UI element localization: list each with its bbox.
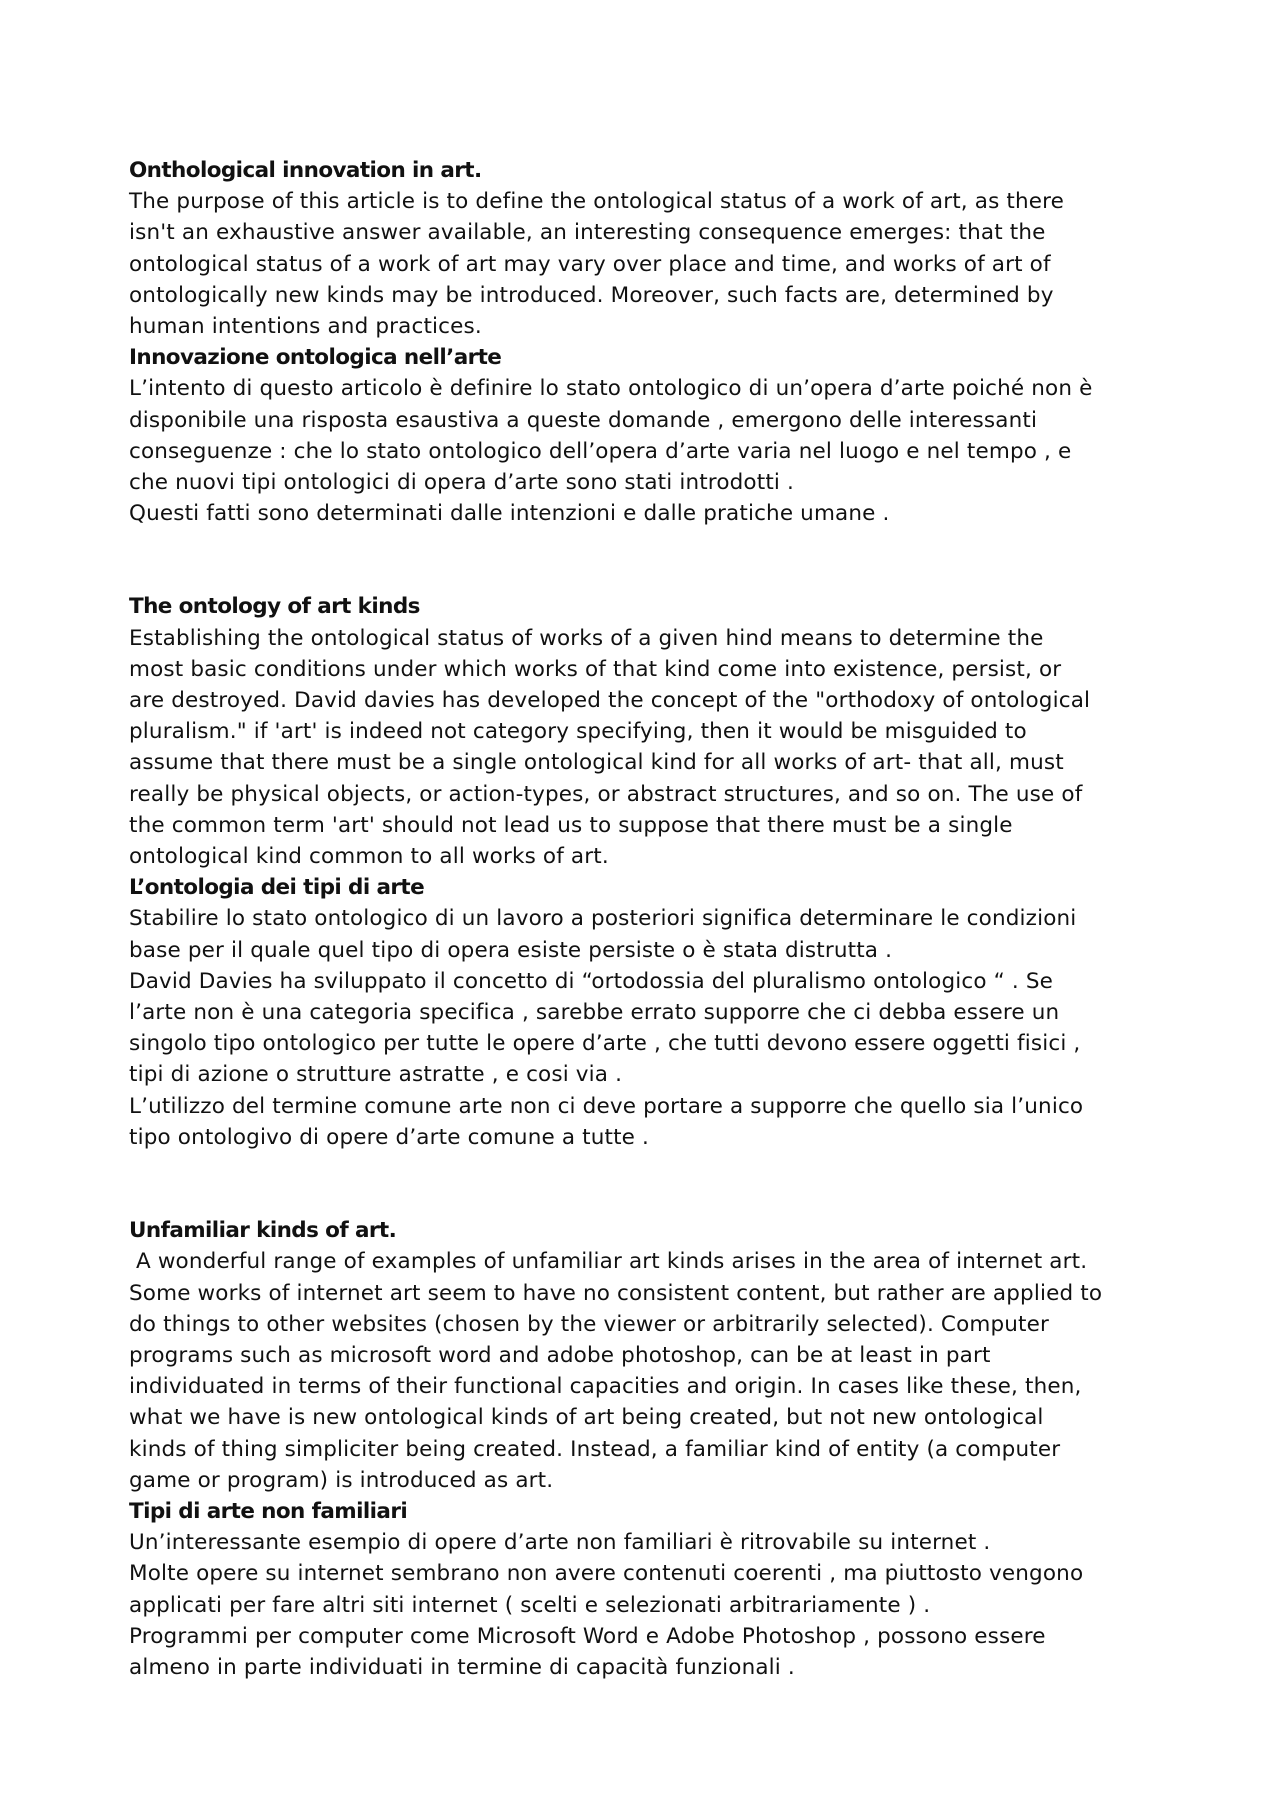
paragraph-line: individuated in terms of their functional capacities and origin. In cases like these, then, <box>129 1374 1082 1400</box>
section-spacer <box>129 529 1189 591</box>
paragraph-line: kinds of thing simpliciter being created. Instead, a familiar kind of entity (a computer <box>129 1436 1061 1462</box>
paragraph-line: game or program) is introduced as art. <box>129 1467 554 1493</box>
section-unfamiliar-kinds <box>129 1215 1189 1683</box>
paragraph-line: Molte opere su internet sembrano non avere contenuti coerenti , ma piuttosto vengono <box>129 1561 1084 1587</box>
paragraph-line: David Davies ha sviluppato il concetto di “ortodossia del pluralismo ontologico “ . Se <box>129 968 1054 994</box>
paragraph-line: l’arte non è una categoria specifica , sarebbe errato supporre che ci debba essere un <box>129 1000 1060 1026</box>
paragraph-line: ontological status of a work of art may vary over place and time, and works of art of <box>129 251 1051 277</box>
paragraph-line: ontological kind common to all works of art. <box>129 844 609 870</box>
paragraph-line: applicati per fare altri siti internet ( scelti e selezionati arbitrariamente ) . <box>129 1592 931 1618</box>
paragraph-line: assume that there must be a single ontological kind for all works of art- that all, must <box>129 750 1064 776</box>
document-body <box>129 155 1189 1683</box>
paragraph-line: singolo tipo ontologico per tutte le opere d’arte , che tutti devono essere oggetti fisici , <box>129 1031 1081 1057</box>
section-ontological-innovation <box>129 155 1189 529</box>
paragraph-line: almeno in parte individuati in termine di capacità funzionali . <box>129 1654 795 1680</box>
paragraph-line: disponibile una risposta esaustiva a queste domande , emergono delle interessanti <box>129 407 1038 433</box>
paragraph-line: the common term 'art' should not lead us to suppose that there must be a single <box>129 812 1013 838</box>
section-spacer <box>129 1153 1189 1215</box>
paragraph-line: isn't an exhaustive answer available, an interesting consequence emerges: that the <box>129 220 1046 246</box>
paragraph-line: Stabilire lo stato ontologico di un lavoro a posteriori significa determinare le condizioni <box>129 906 1077 932</box>
paragraph-line: tipi di azione o strutture astratte , e cosi via . <box>129 1062 623 1088</box>
paragraph-line: do things to other websites (chosen by the viewer or arbitrarily selected). Computer <box>129 1311 1049 1337</box>
paragraph-line: ontologically new kinds may be introduced. Moreover, such facts are, determined by <box>129 282 1054 308</box>
paragraph-line: The purpose of this article is to define the ontological status of a work of art, as there <box>129 189 1065 215</box>
paragraph-line: A wonderful range of examples of unfamiliar art kinds arises in the area of internet art. <box>129 1249 1088 1275</box>
paragraph-line: L’utilizzo del termine comune arte non ci deve portare a supporre che quello sia l’unico <box>129 1093 1084 1119</box>
paragraph-line: Some works of internet art seem to have no consistent content, but rather are applied to <box>129 1280 1103 1306</box>
section-title-it: Innovazione ontologica nell’arte <box>129 345 502 371</box>
paragraph-line: are destroyed. David davies has developed the concept of the "orthodoxy of ontological <box>129 688 1091 714</box>
paragraph-line: human intentions and practices. <box>129 314 482 340</box>
paragraph-line: Programmi per computer come Microsoft Word e Adobe Photoshop , possono essere <box>129 1623 1046 1649</box>
paragraph-line: L’intento di questo articolo è definire lo stato ontologico di un’opera d’arte poiché non è <box>129 376 1093 402</box>
section-title-en: The ontology of art kinds <box>129 594 420 620</box>
paragraph-line: what we have is new ontological kinds of art being created, but not new ontological <box>129 1405 1044 1431</box>
paragraph-line: tipo ontologivo di opere d’arte comune a tutte . <box>129 1124 650 1150</box>
section-title-it: L’ontologia dei tipi di arte <box>129 875 425 901</box>
section-title-it: Tipi di arte non familiari <box>129 1498 408 1524</box>
paragraph-line: Un’interessante esempio di opere d’arte non familiari è ritrovabile su internet . <box>129 1530 991 1556</box>
paragraph-line: Questi fatti sono determinati dalle intenzioni e dalle pratiche umane . <box>129 501 890 527</box>
section-ontology-of-art-kinds <box>129 591 1189 1153</box>
paragraph-line: most basic conditions under which works of that kind come into existence, persist, or <box>129 656 1062 682</box>
section-title-en: Onthological innovation in art. <box>129 158 482 183</box>
section-title-en: Unfamiliar kinds of art. <box>129 1218 397 1244</box>
paragraph-line: che nuovi tipi ontologici di opera d’arte sono stati introdotti . <box>129 470 794 496</box>
paragraph-line: Establishing the ontological status of works of a given hind means to determine the <box>129 625 1044 651</box>
paragraph-line: conseguenze : che lo stato ontologico dell’opera d’arte varia nel luogo e nel tempo , e <box>129 438 1072 464</box>
paragraph-line: base per il quale quel tipo di opera esiste persiste o è stata distrutta . <box>129 937 893 963</box>
paragraph-line: pluralism." if 'art' is indeed not category specifying, then it would be misguided to <box>129 719 1027 745</box>
paragraph-line: programs such as microsoft word and adobe photoshop, can be at least in part <box>129 1342 991 1368</box>
paragraph-line: really be physical objects, or action-types, or abstract structures, and so on. The use of <box>129 781 1083 807</box>
